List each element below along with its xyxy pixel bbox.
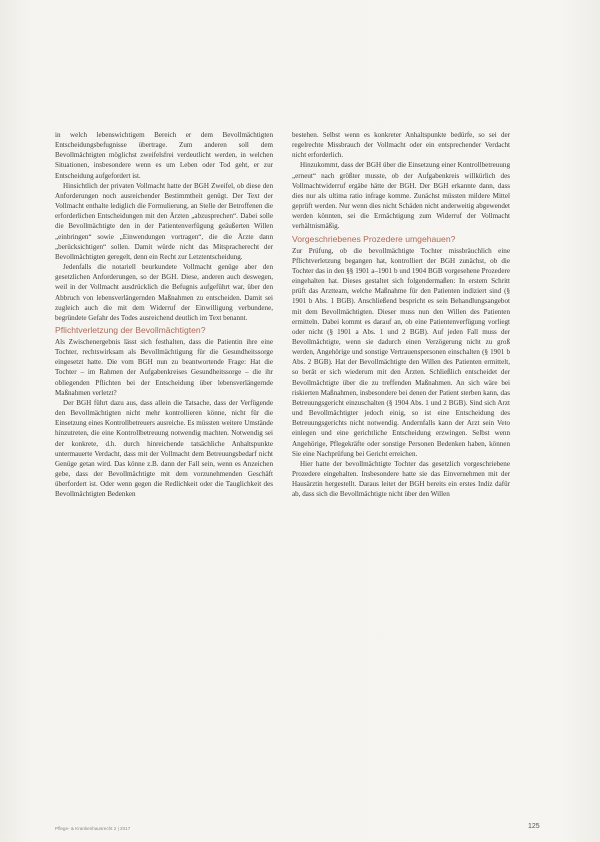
left-text-column <box>55 130 273 499</box>
paragraph: Als Zwischenergebnis lässt sich festhalten, dass die Patientin ihre eine Tochter, rechtswirksam als Bevollmächtigung für die Gesundheitssorge eingesetzt hatte. Die vom BGH nun zu beantwortende Frage: Hat die Tochter – im Rahmen der Aufgabenkreises Gesundheitssorge – die ihr obliegenden Pflichten bei der Entscheidung über lebensverlängernde Maßnahmen verletzt? <box>55 337 273 397</box>
paragraph: Der BGH führt dazu aus, dass allein die Tatsache, dass der Verfügende den Bevollmächtigten nicht mehr kontrollieren könne, nicht für die Einsetzung eines Kontrollbetreuers ausreiche. Es müssten weitere Umstände hinzutreten, die eine Kontrollbetreuung notwendig machten. Notwendig sei der konkrete, d.h. durch hinreichende tatsächliche Anhaltspunkte untermauerte Verdacht, dass mit der Vollmacht dem Betreuungsbedarf nicht Genüge getan wird. Das könne z.B. dann der Fall sein, wenn es Anzeichen gebe, dass der Bevollmächtigte mit dem vorzunehmenden Geschäft überfordert ist. Oder wenn gegen die Redlichkeit oder die Tauglichkeit des Bevollmächtigten Bedenken <box>55 398 273 499</box>
paragraph: Zur Prüfung, ob die bevollmächtigte Tochter missbräuchlich eine Pflichtverletzung begangen hat, kontrolliert der BGH zunächst, ob die Tochter das in den §§ 1901 a–1901 b und 1904 BGB vorgesehene Prozedere eingehalten hat. Dieses gestaltet sich folgendermaßen: In erstem Schritt prüft das Arztteam, welche Maßnahme für den Patienten indiziert sind (§ 1901 b Abs. 1 BGB). Anschließend bespricht es sein Behandlungsangebot mit dem Bevollmächtigten. Dieser muss nun den Willen des Patienten ermitteln. Dabei kommt es darauf an, ob eine Patientenverfügung vorliegt oder nicht (§ 1901 a Abs. 1 und 2 BGB). Auf jeden Fall muss der Bevollmächtigte, wenn sie dadurch einen Verzögerung nicht zu groß werden, Angehörige und sonstige Vertrauenspersonen einschalten (§ 1901 b Abs. 2 BGB). Hat der Bevollmächtigte den Willen des Patienten ermittelt, so berät er sich wiederum mit den Ärzten. Schließlich entscheidet der Bevollmächtigte über die zu treffenden Maßnahmen. An sich wäre bei riskierten Maßnahmen, insbesondere bei denen der Patient sterben kann, das Betreuungsgericht einzuschalten (§ 1904 Abs. 1 und 2 BGB). Sind sich Arzt und Bevollmächtigter jedoch einig, so ist eine Entscheidung des Betreuungsgerichts nicht notwendig. Andernfalls kann der Arzt sein Veto einlegen und eine gerichtliche Entscheidung erzwingen. Selbst wenn Angehörige, Pflegekräfte oder sonstige Personen Bedenken haben, können Sie eine Nachprüfung bei Gericht erreichen. <box>292 246 510 458</box>
right-text-column <box>292 130 510 499</box>
footer-source: Pflege- & Krankenhausrecht 2 | 2017 <box>55 826 131 831</box>
paragraph: in welch lebenswichtigem Bereich er dem Bevollmächtigten Entscheidungsbefugnisse übertrage. Zum anderen soll dem Bevollmächtigten möglichst zweifelsfrei verdeutlicht werden, in welchen Situationen, insbesondere wenn es um Leben oder Tod geht, er zur Entscheidung aufgefordert ist. <box>55 131 273 180</box>
paragraph: bestehen. Selbst wenn es konkreter Anhaltspunkte bedürfe, so sei der regelrechte Missbrauch der Vollmacht oder ein entsprechender Verdacht nicht erforderlich. <box>292 131 510 160</box>
section-heading: Pflichtverletzung der Bevollmächtigten? <box>55 324 206 335</box>
paragraph: Hier hatte der bevollmächtigte Tochter das gesetzlich vorgeschriebene Prozedere eingehalten. Insbesondere hatte sie das Einvernehmen mit der Hausärztin hergestellt. Daraus leitet der BGH bereits ein erstes Indiz dafür ab, dass sich die Bevollmächtigte nicht über den Willen <box>292 459 510 499</box>
paragraph: Jedenfalls die notariell beurkundete Vollmacht genüge aber den gesetzlichen Anforderungen, so der BGH. Diese, anderen auch deswegen, weil in der Vollmacht ausdrücklich die Befugnis aufgeführt war, über den Abbruch von lebensverlängernden Maßnahmen zu entscheiden. Damit sei zugleich auch die mit dem Widerruf der Einwilligung verbundene, begründete Gefahr des Todes ausreichend deutlich im Text benannt. <box>55 263 273 322</box>
paragraph: Hinsichtlich der privaten Vollmacht hatte der BGH Zweifel, ob diese den Anforderungen noch ausreichender Bestimmtheit genügt. Der Text der Vollmacht enthalte lediglich die Formulierung, an Stelle der Betroffenen die erforderlichen Entscheidungen mit den Ärzten „abzusprechen“. Dabei solle die Bevollmächtigte den in der Patientenverfügung geäußerten Willen „einbringen“ sowie „Einwendungen vortragen“, die die Ärzte dann „berücksichtigen“ sollen. Damit würde nicht das Mitspracherecht der Bevollmächtigten geregelt, denn ein Recht zur Letztentscheidung. <box>55 181 273 261</box>
page-number: 125 <box>528 823 540 830</box>
section-heading: Vorgeschriebenes Prozedere umgehauen? <box>292 233 456 244</box>
paragraph: Hinzukommt, dass der BGH über die Einsetzung einer Kontrollbetreuung „erneut“ nach größter musste, ob der Aufgabenkreis willkürlich des Vollmachtwiderruf ergäbe hätte der BGH. Der BGH erkannte dann, dass dies nur als ultima ratio infrage komme. Zunächst müssten mildere Mittel geprüft werden. Nur wenn dies nicht Schäden nicht anderweitig abgewendet werden könnten, sei die Ermächtigung zum Widerruf der Vollmacht verhältnismäßig. <box>292 161 510 231</box>
